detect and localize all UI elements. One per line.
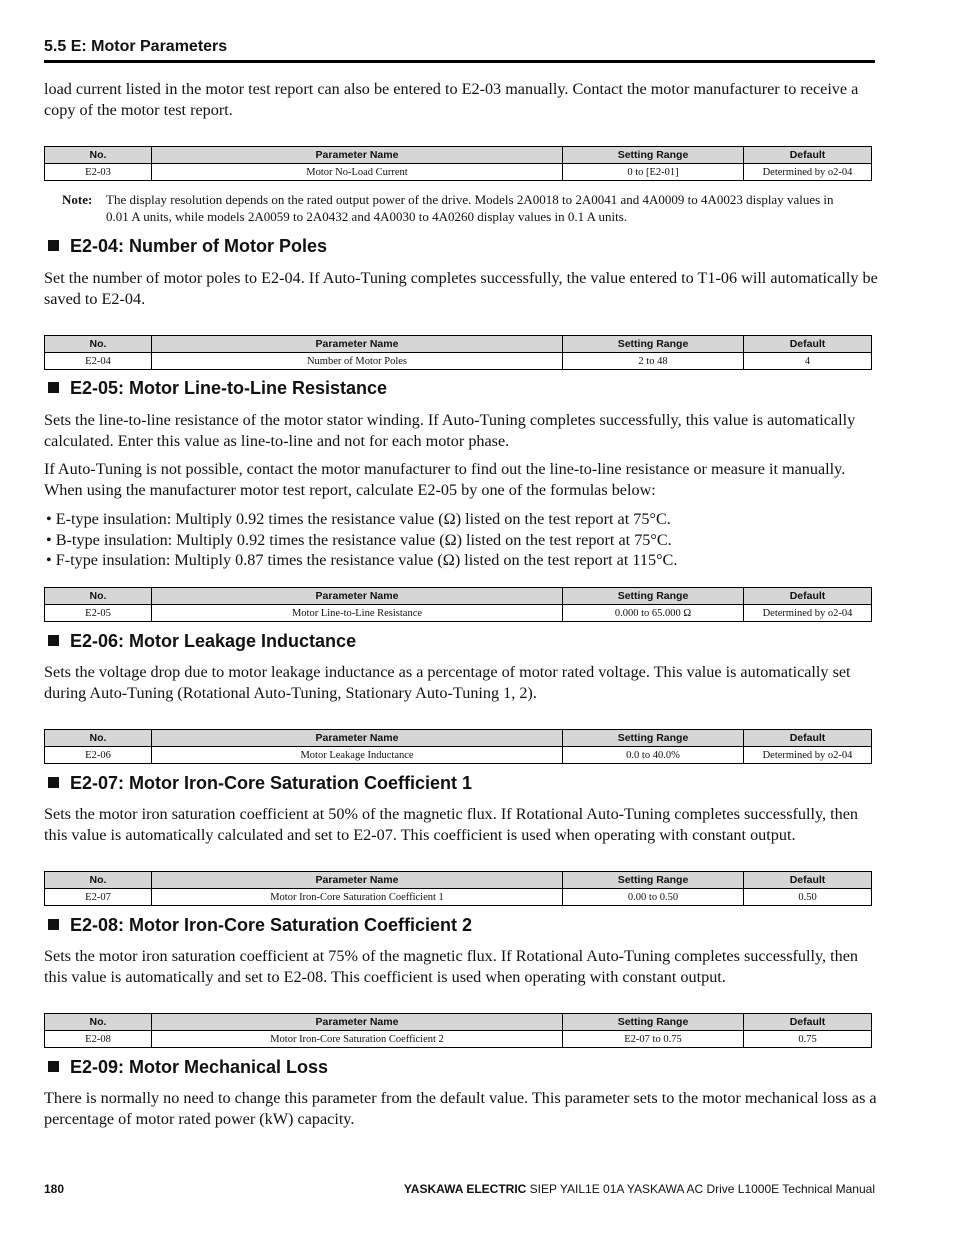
bullet-square-icon xyxy=(48,635,59,646)
param-default: Determined by o2-04 xyxy=(744,747,872,764)
col-header-name: Parameter Name xyxy=(152,588,563,605)
table-row xyxy=(45,164,872,181)
header-rule xyxy=(44,60,875,63)
paragraph: Set the number of motor poles to E2-04. If Auto-Tuning completes successfully, the value entered to T1-06 will automatically be saved to E2-04. xyxy=(44,269,878,308)
heading-text: E2-08: Motor Iron-Core Saturation Coefficient 2 xyxy=(70,915,473,935)
param-name: Motor Iron-Core Saturation Coefficient 1 xyxy=(152,889,563,906)
table-row xyxy=(45,1031,872,1048)
col-header-no: No. xyxy=(45,872,152,889)
table-header-row xyxy=(45,1014,872,1031)
col-header-default: Default xyxy=(744,872,872,889)
col-header-no: No. xyxy=(45,336,152,353)
parameter-table-e2-07 xyxy=(44,871,872,906)
param-range: 0.00 to 0.50 xyxy=(563,889,744,906)
parameter-table-e2-08 xyxy=(44,1013,872,1048)
col-header-name: Parameter Name xyxy=(152,730,563,747)
table-row xyxy=(45,605,872,622)
parameter-table-e2-06 xyxy=(44,729,872,764)
table-row xyxy=(45,747,872,764)
bullet-square-icon xyxy=(48,777,59,788)
param-name: Motor No-Load Current xyxy=(152,164,563,181)
param-default: Determined by o2-04 xyxy=(744,605,872,622)
col-header-default: Default xyxy=(744,336,872,353)
heading-text: E2-05: Motor Line-to-Line Resistance xyxy=(70,378,388,398)
note-text: The display resolution depends on the rated output power of the drive. Models 2A0018 to 2A0041 and 4A0009 to 4A0023 display values in 0.01 A units, while models 2A0059 to 2A0432 and 4A0030 to 4A0260 display values in 0.1 A units. xyxy=(106,192,834,224)
paragraph: Sets the motor iron saturation coefficient at 75% of the magnetic flux. If Rotational Auto-Tuning completes successfully, then this value is automatically and set to E2-08. This coefficient is used when operating with constant output. xyxy=(44,947,858,986)
table-header-row xyxy=(45,336,872,353)
parameter-table-e2-03 xyxy=(44,146,872,181)
param-range: E2-07 to 0.75 xyxy=(563,1031,744,1048)
col-header-name: Parameter Name xyxy=(152,336,563,353)
heading-text: E2-09: Motor Mechanical Loss xyxy=(70,1057,329,1077)
param-name: Motor Line-to-Line Resistance xyxy=(152,605,563,622)
table-header-row xyxy=(45,588,872,605)
param-name: Number of Motor Poles xyxy=(152,353,563,370)
heading-text: E2-07: Motor Iron-Core Saturation Coefficient 1 xyxy=(70,773,473,793)
heading-e2-09 xyxy=(48,1057,328,1078)
col-header-no: No. xyxy=(45,147,152,164)
col-header-range: Setting Range xyxy=(563,336,744,353)
heading-e2-05 xyxy=(48,378,387,399)
param-name: Motor Iron-Core Saturation Coefficient 2 xyxy=(152,1031,563,1048)
parameter-table-e2-04 xyxy=(44,335,872,370)
table-row xyxy=(45,889,872,906)
param-default: 4 xyxy=(744,353,872,370)
heading-e2-08 xyxy=(48,915,472,936)
list-item: • B-type insulation: Multiply 0.92 times the resistance value (Ω) listed on the test report at 75°C. xyxy=(46,530,672,549)
paragraph: There is normally no need to change this parameter from the default value. This parameter sets to the motor mechanical loss as a percentage of motor rated power (kW) capacity. xyxy=(44,1089,877,1128)
param-range: 0 to [E2-01] xyxy=(563,164,744,181)
bullet-square-icon xyxy=(48,240,59,251)
col-header-no: No. xyxy=(45,730,152,747)
table-header-row xyxy=(45,147,872,164)
list-item: • F-type insulation: Multiply 0.87 times the resistance value (Ω) listed on the test report at 115°C. xyxy=(46,551,678,569)
col-header-default: Default xyxy=(744,730,872,747)
formula-list xyxy=(46,509,677,571)
page-number: 180 xyxy=(44,1182,65,1196)
paragraph: Sets the motor iron saturation coefficient at 50% of the magnetic flux. If Rotational Auto-Tuning completes successfully, then this value is automatically calculated and set to E2-07. This coefficient is used when operating with constant output. xyxy=(44,805,858,844)
col-header-range: Setting Range xyxy=(563,872,744,889)
param-no: E2-03 xyxy=(45,164,152,181)
heading-e2-06 xyxy=(48,631,356,652)
col-header-range: Setting Range xyxy=(563,730,744,747)
paragraph: Sets the voltage drop due to motor leakage inductance as a percentage of motor rated voltage. This value is automatically set during Auto-Tuning (Rotational Auto-Tuning, Stationary Auto-Tuning 1, 2). xyxy=(44,663,851,702)
param-name: Motor Leakage Inductance xyxy=(152,747,563,764)
footer-company: YASKAWA ELECTRIC xyxy=(403,1182,527,1196)
col-header-default: Default xyxy=(744,588,872,605)
param-no: E2-05 xyxy=(45,605,152,622)
paragraph: Sets the line-to-line resistance of the motor stator winding. If Auto-Tuning completes successfully, this value is automatically calculated. Enter this value as line-to-line and not for each motor phase. xyxy=(44,411,856,450)
col-header-range: Setting Range xyxy=(563,588,744,605)
note-block xyxy=(62,191,842,225)
col-header-name: Parameter Name xyxy=(152,147,563,164)
section-title: 5.5 E: Motor Parameters xyxy=(44,38,228,55)
footer-doc-title xyxy=(404,1182,875,1196)
param-range: 2 to 48 xyxy=(563,353,744,370)
col-header-range: Setting Range xyxy=(563,147,744,164)
heading-e2-04 xyxy=(48,236,327,257)
paragraph: If Auto-Tuning is not possible, contact the motor manufacturer to find out the line-to-line resistance or measure it manually. When using the manufacturer motor test report, calculate E2-05 by one of the formulas below: xyxy=(44,460,846,499)
param-default: 0.50 xyxy=(744,889,872,906)
col-header-no: No. xyxy=(45,588,152,605)
col-header-name: Parameter Name xyxy=(152,1014,563,1031)
col-header-no: No. xyxy=(45,1014,152,1031)
parameter-table-e2-05 xyxy=(44,587,872,622)
bullet-square-icon xyxy=(48,919,59,930)
table-row xyxy=(45,353,872,370)
param-default: Determined by o2-04 xyxy=(744,164,872,181)
col-header-name: Parameter Name xyxy=(152,872,563,889)
param-range: 0.000 to 65.000 Ω xyxy=(563,605,744,622)
param-no: E2-06 xyxy=(45,747,152,764)
param-no: E2-07 xyxy=(45,889,152,906)
param-no: E2-08 xyxy=(45,1031,152,1048)
note-label: Note: xyxy=(62,192,93,207)
param-range: 0.0 to 40.0% xyxy=(563,747,744,764)
param-no: E2-04 xyxy=(45,353,152,370)
heading-text: E2-06: Motor Leakage Inductance xyxy=(70,631,357,651)
list-item: • E-type insulation: Multiply 0.92 times the resistance value (Ω) listed on the test report at 75°C. xyxy=(46,510,671,528)
param-default: 0.75 xyxy=(744,1031,872,1048)
col-header-range: Setting Range xyxy=(563,1014,744,1031)
bullet-square-icon xyxy=(48,1061,59,1072)
bullet-square-icon xyxy=(48,382,59,393)
intro-paragraph: load current listed in the motor test report can also be entered to E2-03 manually. Contact the motor manufacturer to receive a copy of the motor test report. xyxy=(44,80,859,119)
heading-e2-07 xyxy=(48,773,472,794)
col-header-default: Default xyxy=(744,147,872,164)
table-header-row xyxy=(45,872,872,889)
footer-doc: SIEP YAIL1E 01A YASKAWA AC Drive L1000E Technical Manual xyxy=(526,1182,875,1196)
col-header-default: Default xyxy=(744,1014,872,1031)
heading-text: E2-04: Number of Motor Poles xyxy=(70,236,328,256)
table-header-row xyxy=(45,730,872,747)
